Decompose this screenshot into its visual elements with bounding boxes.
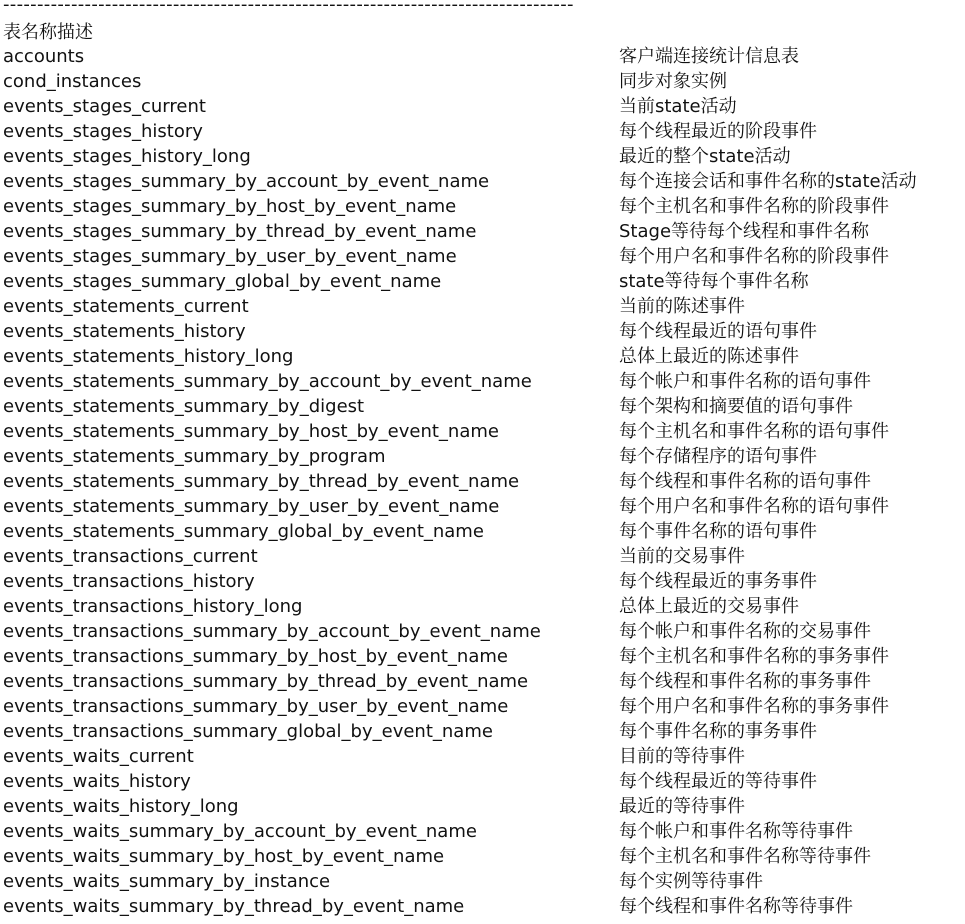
table-description: 总体上最近的陈述事件	[619, 346, 799, 367]
list-item	[0, 519, 965, 544]
table-name: events_transactions_history_long	[3, 596, 303, 617]
table-description: 每个架构和摘要值的语句事件	[619, 396, 853, 417]
table-description: 目前的等待事件	[619, 746, 745, 767]
list-item	[0, 544, 965, 569]
table-description: 当前state活动	[619, 96, 737, 117]
list-item	[0, 119, 965, 144]
table-name: events_transactions_history	[3, 571, 255, 592]
table-description: 总体上最近的交易事件	[619, 596, 799, 617]
table-heading: 表名称描述	[3, 22, 93, 43]
list-item	[0, 269, 965, 294]
table-description: 每个线程最近的等待事件	[619, 771, 817, 792]
table-description: state等待每个事件名称	[619, 271, 809, 292]
table-description: 每个事件名称的语句事件	[619, 521, 817, 542]
table-description: 最近的等待事件	[619, 796, 745, 817]
list-item	[0, 444, 965, 469]
list-item	[0, 44, 965, 69]
table-description: 每个帐户和事件名称等待事件	[619, 821, 853, 842]
table-description: 每个连接会话和事件名称的state活动	[619, 171, 917, 192]
table-name: events_stages_summary_global_by_event_name	[3, 271, 442, 292]
table-description: 每个主机名和事件名称的事务事件	[619, 646, 889, 667]
list-item	[0, 369, 965, 394]
table-description: 每个帐户和事件名称的语句事件	[619, 371, 871, 392]
list-item	[0, 94, 965, 119]
table-description: 当前的陈述事件	[619, 296, 745, 317]
list-item	[0, 719, 965, 744]
list-item	[0, 319, 965, 344]
table-name: events_waits_history_long	[3, 796, 239, 817]
table-name: events_waits_current	[3, 746, 194, 767]
table-name: events_statements_summary_by_user_by_event_name	[3, 496, 500, 517]
table-name: events_transactions_summary_by_account_by_event_name	[3, 621, 541, 642]
table-description: 每个线程和事件名称的事务事件	[619, 671, 871, 692]
table-description: 客户端连接统计信息表	[619, 46, 799, 67]
list-item	[0, 344, 965, 369]
list-item	[0, 819, 965, 844]
table-name: events_waits_history	[3, 771, 191, 792]
table-description: 每个主机名和事件名称的语句事件	[619, 421, 889, 442]
table-description: 当前的交易事件	[619, 546, 745, 567]
table-name: events_statements_summary_by_digest	[3, 396, 365, 417]
table-description: 每个线程和事件名称的语句事件	[619, 471, 871, 492]
table-name: events_statements_summary_by_program	[3, 446, 386, 467]
table-name: events_stages_summary_by_account_by_event_name	[3, 171, 490, 192]
list-item	[0, 744, 965, 769]
list-item	[0, 469, 965, 494]
table-name: events_waits_summary_by_thread_by_event_name	[3, 896, 465, 917]
table-name: events_waits_summary_by_account_by_event_name	[3, 821, 477, 842]
table-name: events_stages_summary_by_thread_by_event_name	[3, 221, 477, 242]
list-item	[0, 769, 965, 794]
table-name: events_statements_summary_by_thread_by_event_name	[3, 471, 520, 492]
table-description: 每个帐户和事件名称的交易事件	[619, 621, 871, 642]
separator-line: ------------------------------------------------------------------------------------	[3, 0, 574, 15]
list-item	[0, 594, 965, 619]
table-name: events_statements_history	[3, 321, 246, 342]
table-name: events_statements_summary_global_by_event_name	[3, 521, 484, 542]
table-name: events_stages_current	[3, 96, 206, 117]
list-item	[0, 494, 965, 519]
table-name: events_waits_summary_by_instance	[3, 871, 331, 892]
table-description: 每个用户名和事件名称的事务事件	[619, 696, 889, 717]
table-name: events_stages_history_long	[3, 146, 251, 167]
list-item	[0, 644, 965, 669]
table-description: Stage等待每个线程和事件名称	[619, 221, 870, 242]
table-name: events_transactions_current	[3, 546, 258, 567]
table-description: 每个实例等待事件	[619, 871, 763, 892]
list-item	[0, 694, 965, 719]
table-description-list	[0, 44, 965, 919]
list-item	[0, 69, 965, 94]
list-item	[0, 869, 965, 894]
list-item	[0, 144, 965, 169]
table-name: events_transactions_summary_global_by_event_name	[3, 721, 493, 742]
table-description: 每个主机名和事件名称等待事件	[619, 846, 871, 867]
table-name: events_statements_current	[3, 296, 249, 317]
table-name: events_waits_summary_by_host_by_event_name	[3, 846, 445, 867]
list-item	[0, 794, 965, 819]
list-item	[0, 194, 965, 219]
table-name: events_transactions_summary_by_host_by_event_name	[3, 646, 508, 667]
table-description: 每个用户名和事件名称的阶段事件	[619, 246, 889, 267]
list-item	[0, 244, 965, 269]
table-description: 每个用户名和事件名称的语句事件	[619, 496, 889, 517]
list-item	[0, 294, 965, 319]
table-description: 最近的整个state活动	[619, 146, 791, 167]
table-description: 每个存储程序的语句事件	[619, 446, 817, 467]
table-description: 每个主机名和事件名称的阶段事件	[619, 196, 889, 217]
list-item	[0, 669, 965, 694]
table-name: events_transactions_summary_by_user_by_event_name	[3, 696, 509, 717]
table-name: events_stages_summary_by_host_by_event_name	[3, 196, 457, 217]
list-item	[0, 419, 965, 444]
table-name: events_stages_summary_by_user_by_event_name	[3, 246, 457, 267]
table-description: 每个线程最近的阶段事件	[619, 121, 817, 142]
list-item	[0, 569, 965, 594]
table-name: events_transactions_summary_by_thread_by_event_name	[3, 671, 529, 692]
table-name: events_statements_summary_by_host_by_event_name	[3, 421, 499, 442]
table-description: 同步对象实例	[619, 71, 727, 92]
table-description: 每个事件名称的事务事件	[619, 721, 817, 742]
list-item	[0, 894, 965, 919]
list-item	[0, 844, 965, 869]
list-item	[0, 619, 965, 644]
table-description: 每个线程和事件名称等待事件	[619, 896, 853, 917]
table-description: 每个线程最近的事务事件	[619, 571, 817, 592]
table-name: events_stages_history	[3, 121, 203, 142]
list-item	[0, 169, 965, 194]
table-description: 每个线程最近的语句事件	[619, 321, 817, 342]
table-name: events_statements_history_long	[3, 346, 294, 367]
table-name: accounts	[3, 46, 85, 67]
table-name: events_statements_summary_by_account_by_event_name	[3, 371, 532, 392]
list-item	[0, 219, 965, 244]
table-name: cond_instances	[3, 71, 142, 92]
list-item	[0, 394, 965, 419]
